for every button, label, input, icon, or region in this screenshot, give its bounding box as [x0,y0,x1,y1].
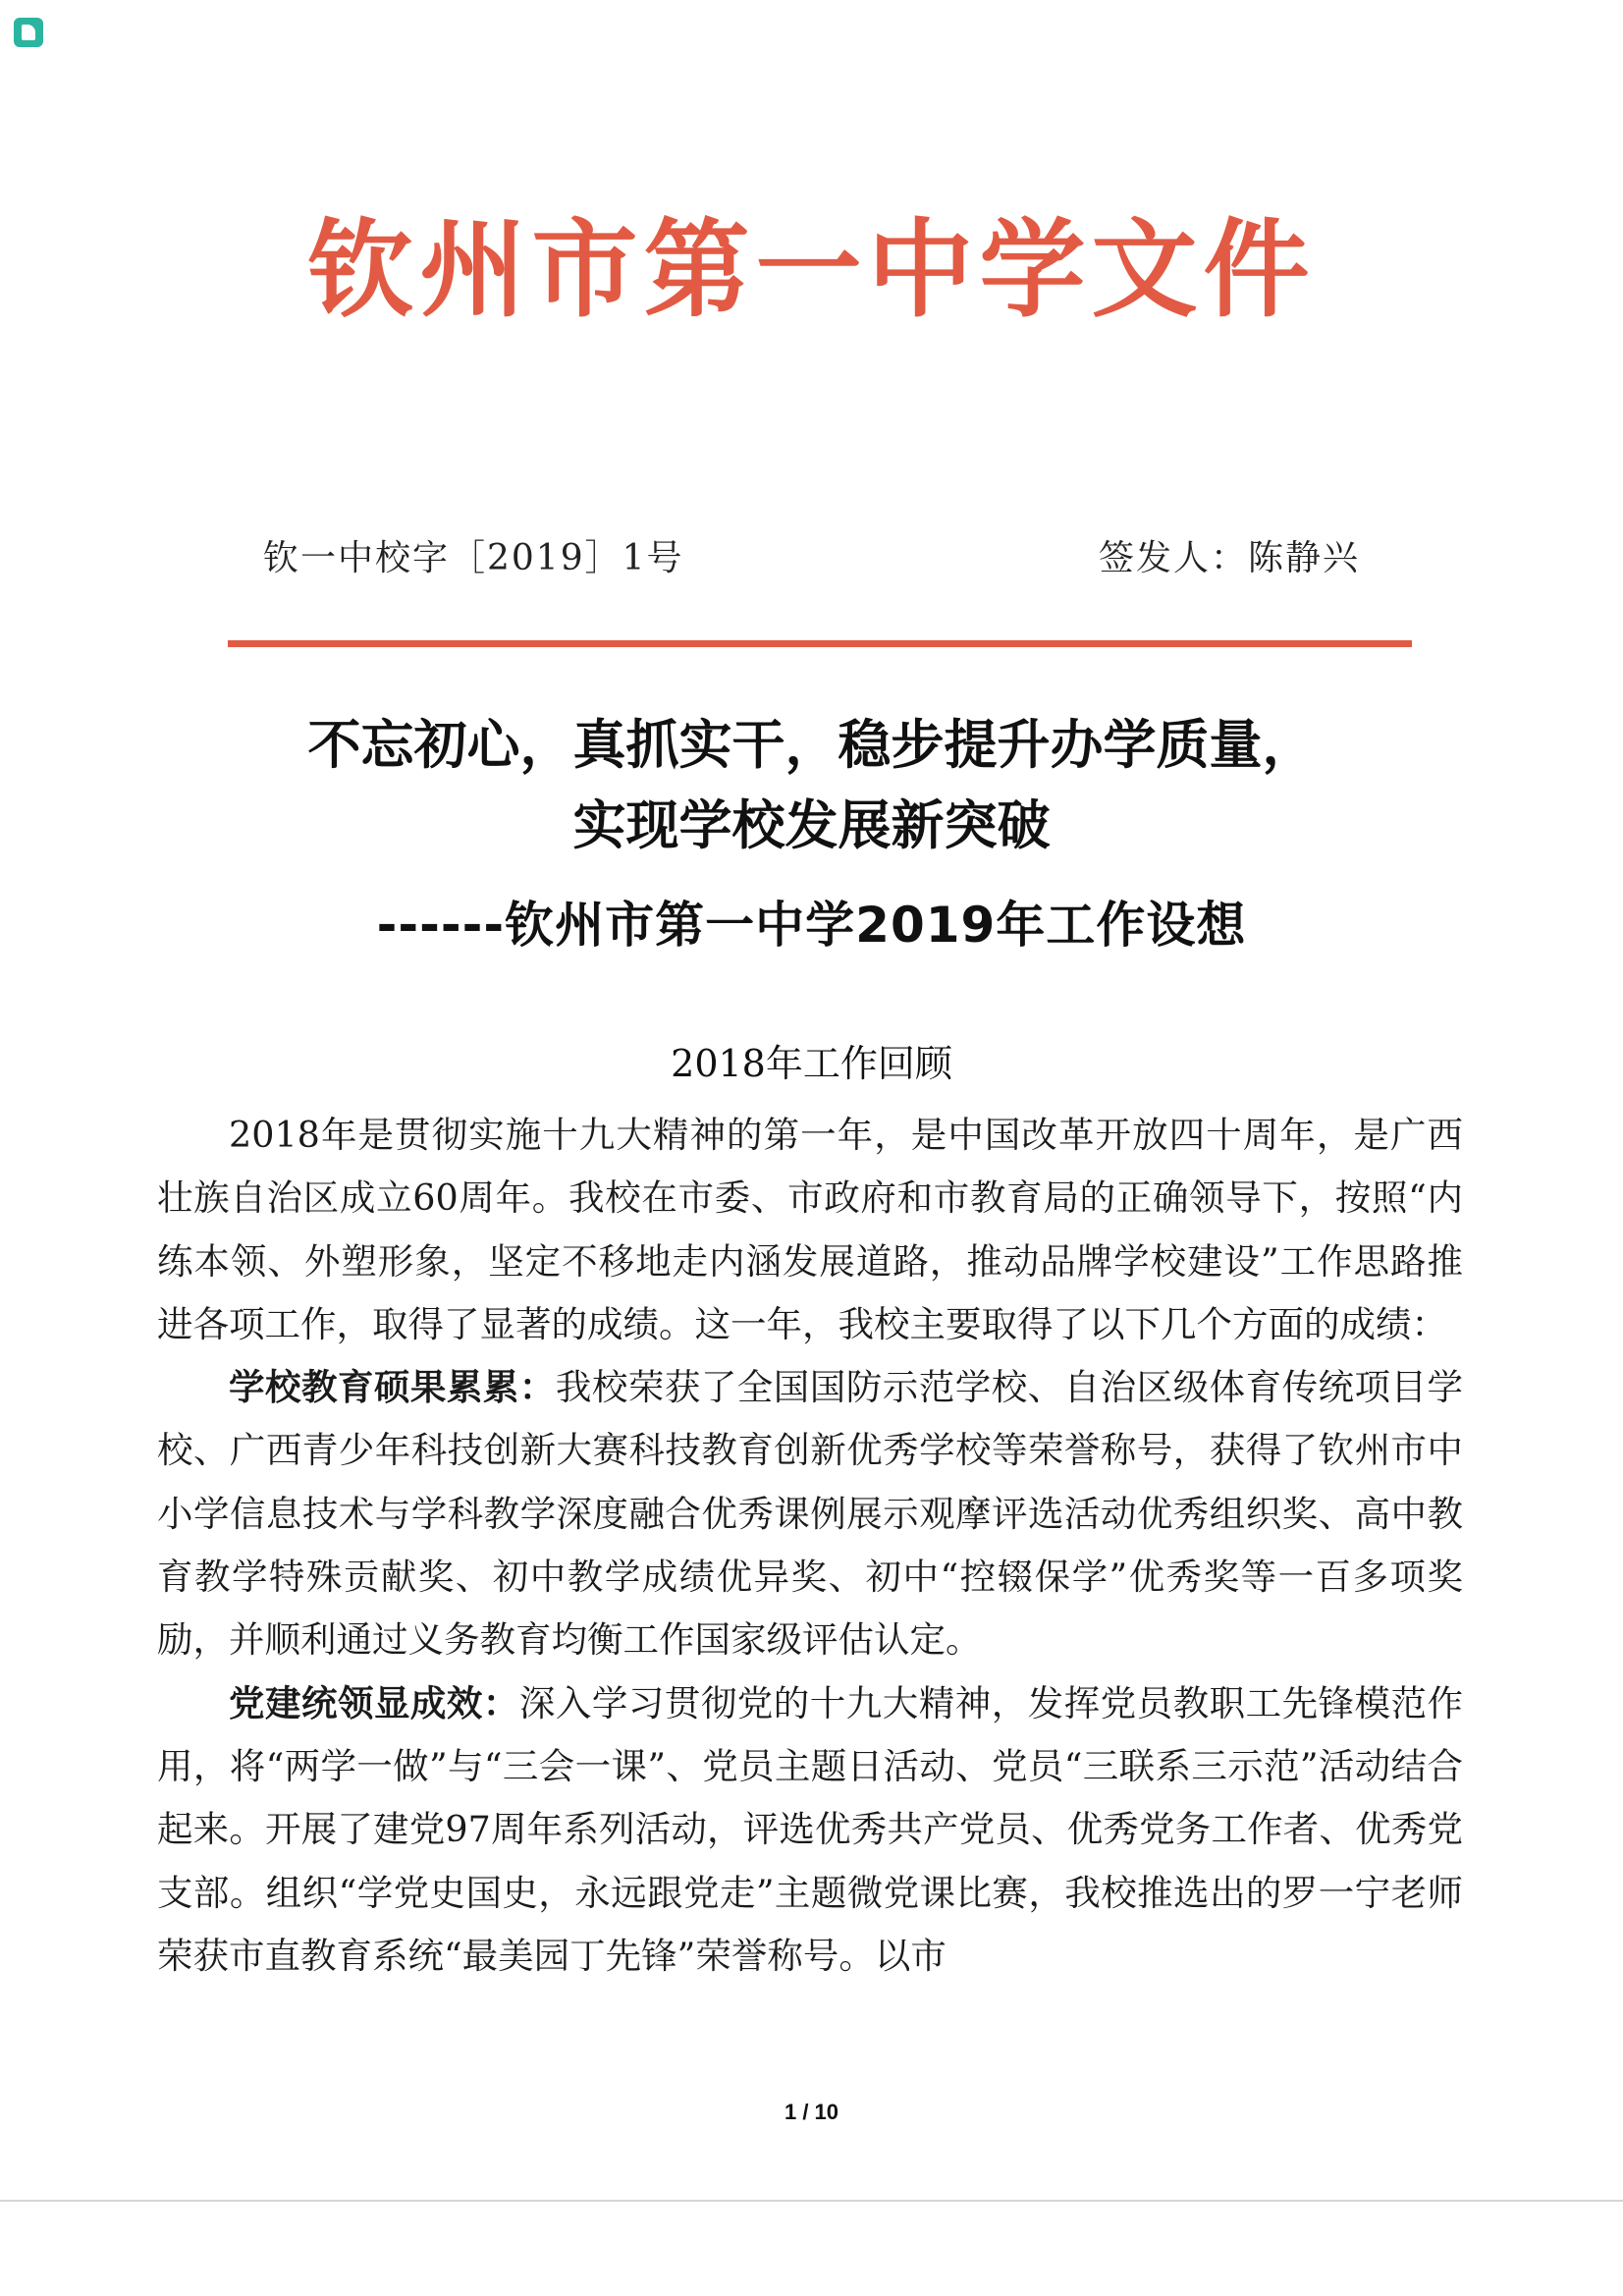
header-divider [228,640,1412,647]
section-heading: 2018年工作回顾 [671,1042,952,1085]
signer: 签发人：陈静兴 [1098,538,1360,578]
paragraph-3 [157,1672,1463,1988]
article-title [0,705,1623,866]
paragraph-1: 2018年是贯彻实施十九大精神的第一年，是中国改革开放四十周年，是广西壮族自治区成立60周年。我校在市委、市政府和市教育局的正确领导下，按照“内练本领、外塑形象，坚定不移地走内涵发展道路，推动品牌学校建设”工作思路推进各项工作，取得了显著的成绩。这一年，我校主要取得了以下几个方面的成绩： [157,1114,1463,1345]
article-title-line-1: 不忘初心，真抓实干，稳步提升办学质量， [307,714,1316,776]
page-number: 1 / 10 [784,2100,839,2124]
article-body [157,1104,1463,1988]
paragraph-2-text: 我校荣获了全国国防示范学校、自治区级体育传统项目学校、广西青少年科技创新大赛科技教育创新优秀学校等荣誉称号，获得了钦州市中小学信息技术与学科教学深度融合优秀课例展示观摩评选活动优秀组织奖、高中教育教学特殊贡献奖、初中教学成绩优异奖、初中“控辍保学”优秀奖等一百多项奖励，并顺利通过义务教育均衡工作国家级评估认定。 [157,1366,1464,1662]
paragraph-3-text: 深入学习贯彻党的十九大精神，发挥党员教职工先锋模范作用，将“两学一做”与“三会一课”、党员主题日活动、党员“三联系三示范”活动结合起来。开展了建党97周年系列活动，评选优秀共产党员、优秀党务工作者、优秀党支部。组织“学党史国史，永远跟党走”主题微党课比赛，我校推选出的罗一宁老师荣获市直教育系统“最美园丁先锋”荣誉称号。以市 [157,1681,1464,1977]
article-title-line-2: 实现学校发展新突破 [572,794,1051,856]
watermark-logo [14,18,51,47]
article-subtitle: ------钦州市第一中学2019年工作设想 [376,897,1247,954]
document-header-title: 钦州市第一中学文件 [307,209,1316,332]
paragraph-2-lead: 学校教育硕果累累： [229,1366,556,1409]
document-number: 钦一中校字［2019］1号 [263,538,684,578]
paragraph-3-lead: 党建统领显成效： [229,1681,519,1724]
document-logo-icon [14,18,43,47]
paragraph-2 [157,1356,1463,1671]
page-bottom-divider [0,2200,1623,2202]
